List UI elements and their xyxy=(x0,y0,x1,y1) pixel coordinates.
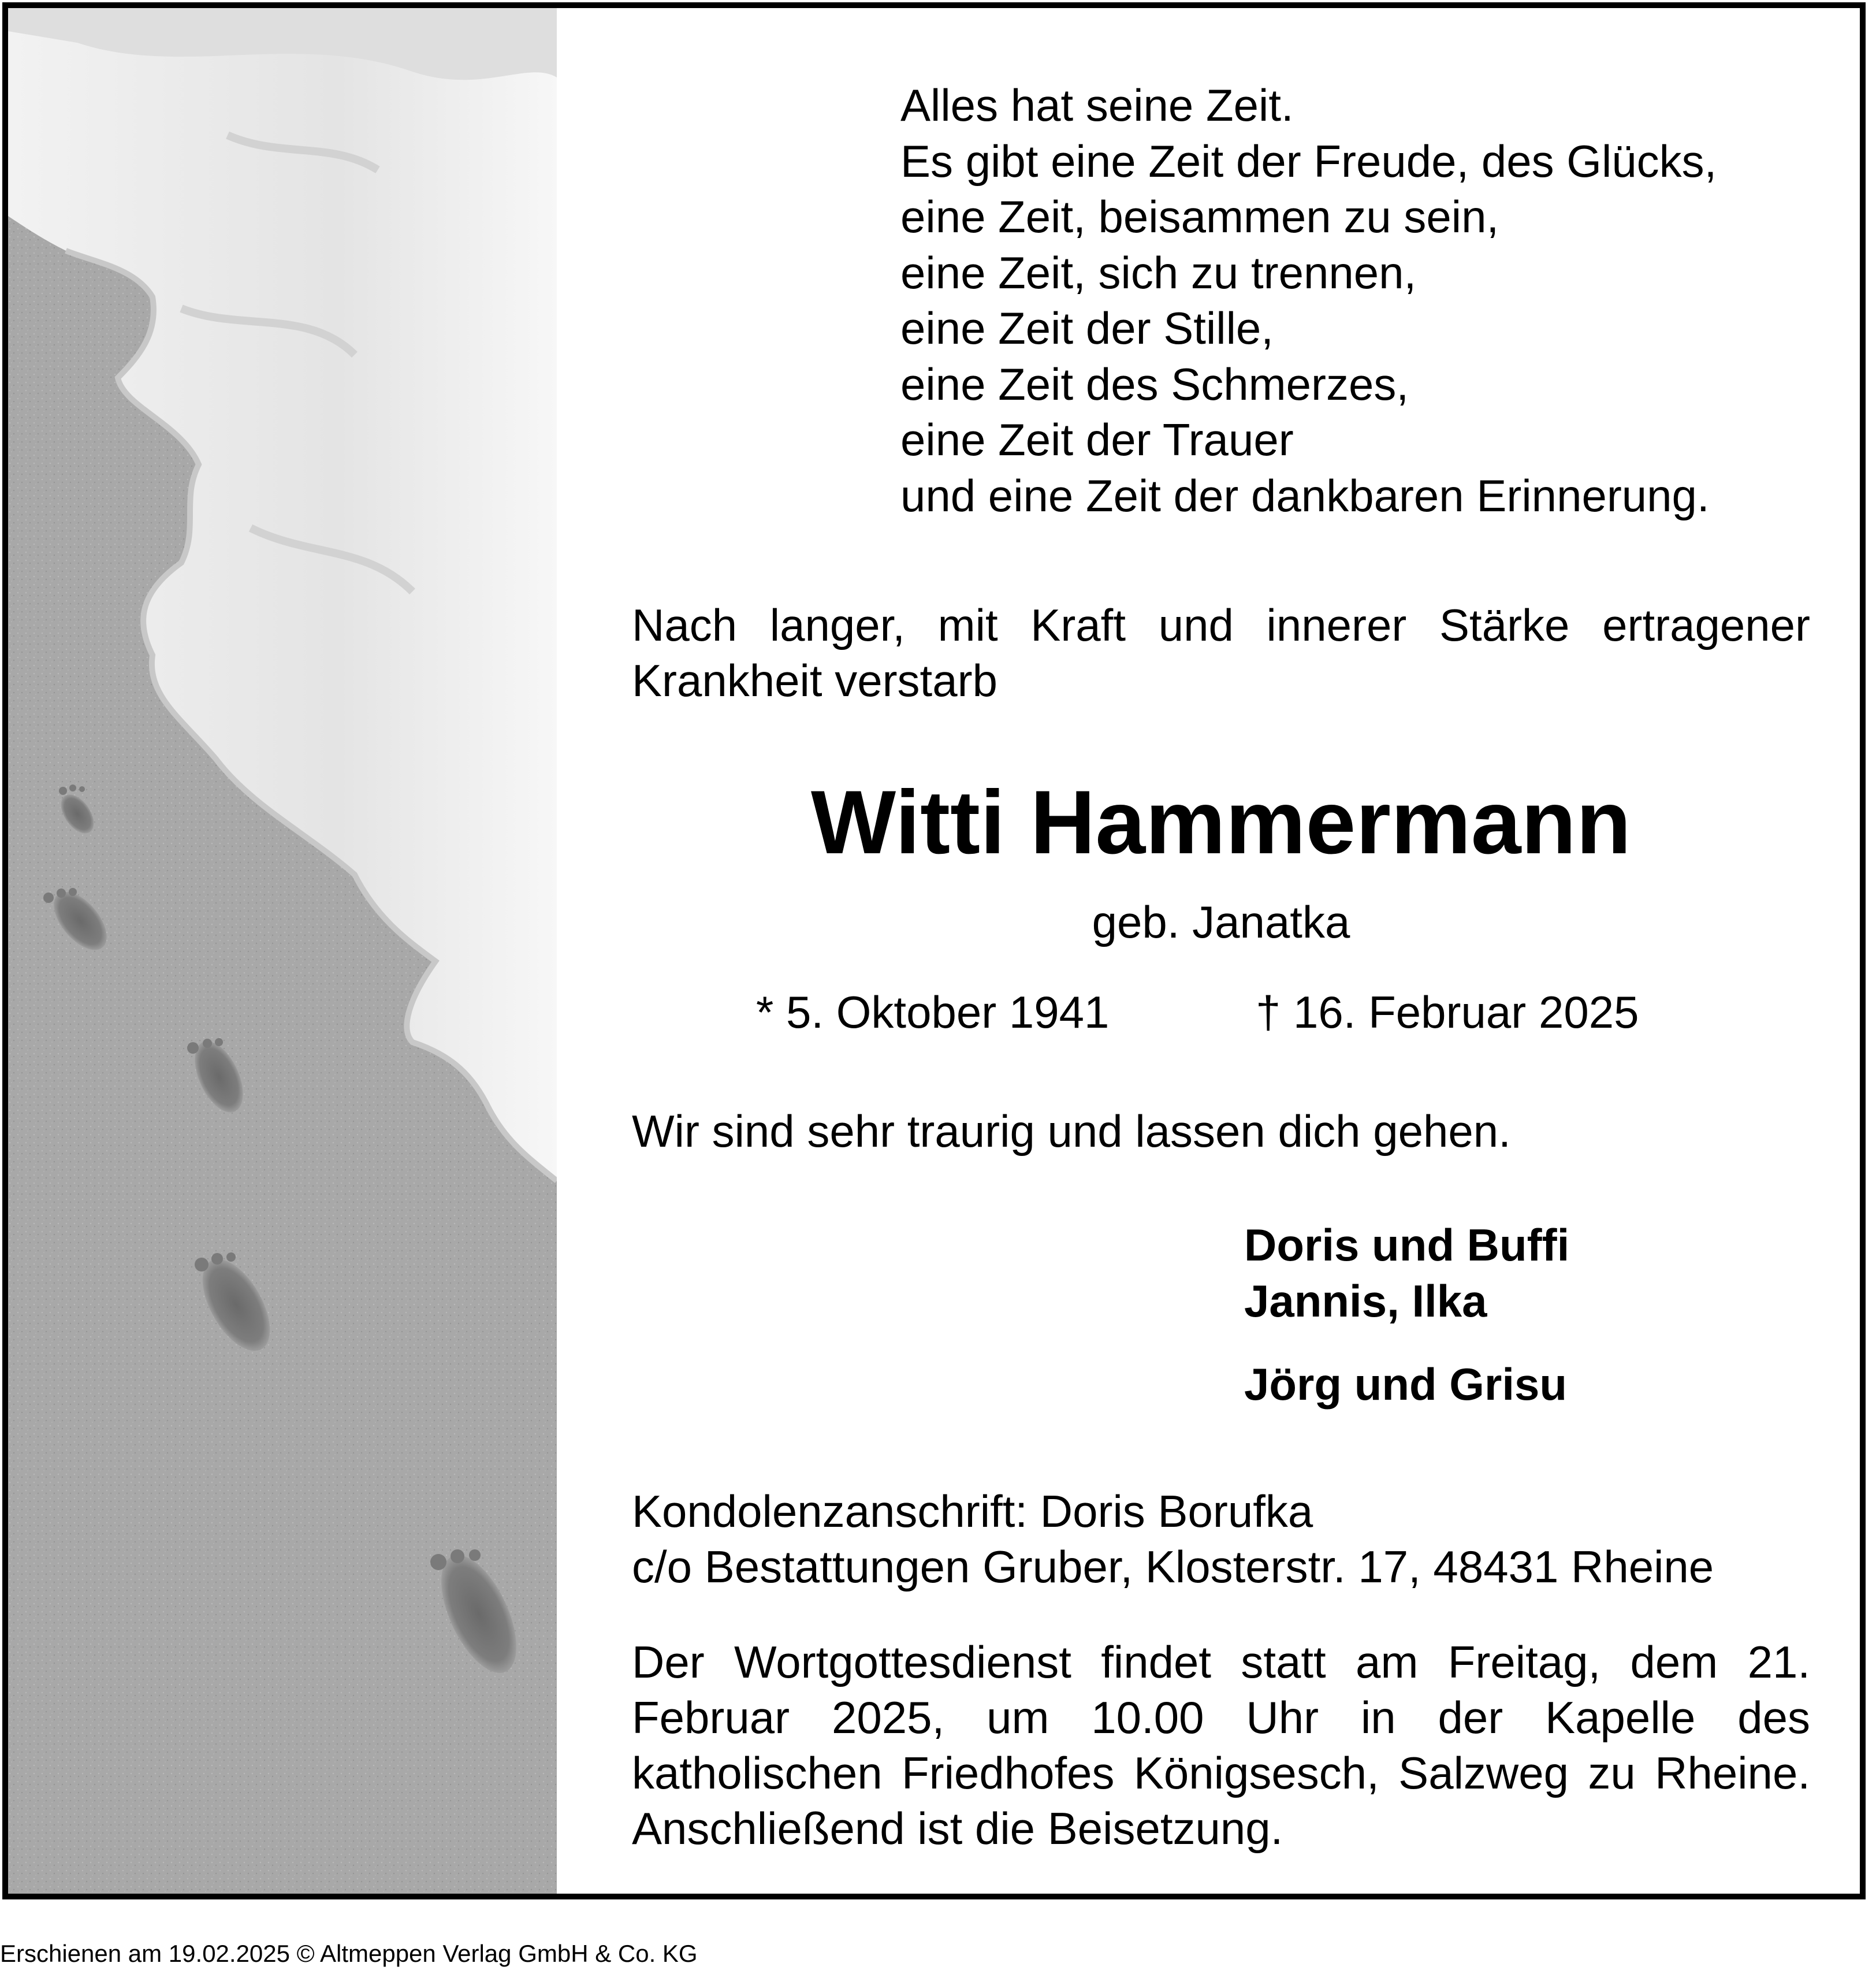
condolence-line: c/o Bestattungen Gruber, Klosterstr. 17, 48431 Rheine xyxy=(632,1541,1714,1592)
condolence-line: Kondolenzanschrift: Doris Borufka xyxy=(632,1486,1313,1537)
poem-line: eine Zeit, sich zu trennen, xyxy=(900,247,1417,298)
poem-line: und eine Zeit der dankbaren Erinnerung. xyxy=(900,470,1710,521)
poem-line: eine Zeit der Stille, xyxy=(900,303,1274,354)
obituary-frame xyxy=(2,2,1866,1899)
poem-line: Alles hat seine Zeit. xyxy=(900,80,1294,131)
maiden-name: geb. Janatka xyxy=(1092,897,1350,947)
farewell-text: Wir sind sehr traurig und lassen dich gehen. xyxy=(632,1106,1511,1157)
service-info: Der Wortgottesdienst findet statt am Freitag, dem 21. Februar 2025, um 10.00 Uhr in der Kapelle des katholischen Friedhofes Königsesch, Salzweg zu Rheine. Anschließend ist die Beisetzung. xyxy=(632,1637,1810,1854)
death-date: † 16. Februar 2025 xyxy=(1256,987,1639,1038)
publication-footer: Erschienen am 19.02.2025 © Altmeppen Verlag GmbH & Co. KG xyxy=(0,1940,698,1967)
deceased-name: Witti Hammermann xyxy=(810,772,1632,873)
poem-line: eine Zeit der Trauer xyxy=(900,414,1294,465)
intro-text: Nach langer, mit Kraft und innerer Stärke ertragener Krankheit verstarb xyxy=(632,600,1810,706)
condolence-address xyxy=(632,1484,1714,1594)
mourner-name: Jannis, Ilka xyxy=(1244,1276,1487,1326)
birth-date: * 5. Oktober 1941 xyxy=(756,987,1110,1038)
notice-content xyxy=(8,8,1860,1894)
mourner-name: Jörg und Grisu xyxy=(1244,1359,1568,1410)
poem-line: eine Zeit des Schmerzes, xyxy=(900,358,1409,410)
poem-line: eine Zeit, beisammen zu sein, xyxy=(900,191,1499,242)
mourner-name: Doris und Buffi xyxy=(1244,1219,1570,1270)
poem xyxy=(900,77,1717,523)
poem-line: Es gibt eine Zeit der Freude, des Glücks, xyxy=(900,135,1717,187)
